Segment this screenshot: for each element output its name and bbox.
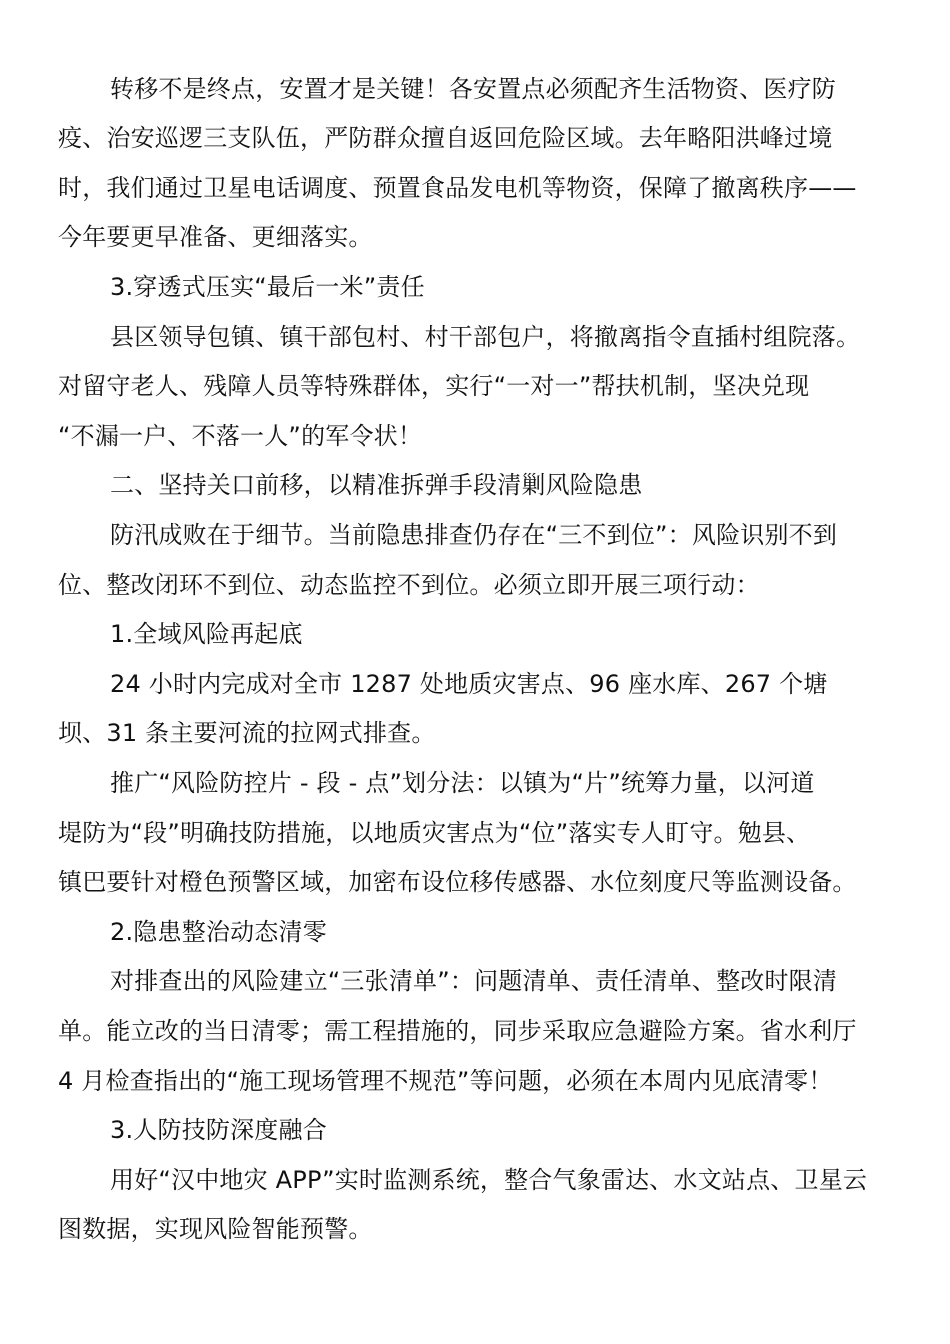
chapter-heading: 二、坚持关口前移，以精准拆弹手段清剿风险隐患 — [110, 471, 643, 499]
paragraph-line: 疫、治安巡逻三支队伍，严防群众擅自返回危险区域。去年略阳洪峰过境 — [58, 124, 833, 152]
paragraph-line: 用好“汉中地灾 APP”实时监测系统，整合气象雷达、水文站点、卫星云 — [110, 1166, 868, 1194]
section-heading: 3.人防技防深度融合 — [110, 1116, 327, 1144]
paragraph-line: 县区领导包镇、镇干部包村、村干部包户，将撤离指令直插村组院落。 — [110, 323, 861, 351]
paragraph-line: 4 月检查指出的“施工现场管理不规范”等问题，必须在本周内见底清零！ — [58, 1067, 833, 1095]
section-heading: 2.隐患整治动态清零 — [110, 918, 327, 946]
section-heading: 1.全域风险再起底 — [110, 620, 303, 648]
paragraph-line: 位、整改闭环不到位、动态监控不到位。必须立即开展三项行动： — [58, 571, 760, 599]
paragraph-line: “不漏一户、不落一人”的军令状！ — [58, 422, 423, 450]
paragraph-line: 对留守老人、残障人员等特殊群体，实行“一对一”帮扶机制，坚决兑现 — [58, 372, 810, 400]
paragraph-line: 单。能立改的当日清零；需工程措施的，同步采取应急避险方案。省水利厅 — [58, 1017, 857, 1045]
paragraph-line: 坝、31 条主要河流的拉网式排查。 — [58, 719, 436, 747]
section-heading: 3.穿透式压实“最后一米”责任 — [110, 273, 425, 301]
paragraph-line: 转移不是终点，安置才是关键！各安置点必须配齐生活物资、医疗防 — [110, 75, 836, 103]
paragraph-line: 24 小时内完成对全市 1287 处地质灾害点、96 座水库、267 个塘 — [110, 670, 828, 698]
paragraph-line: 堤防为“段”明确技防措施，以地质灾害点为“位”落实专人盯守。勉县、 — [58, 819, 811, 847]
paragraph-line: 时，我们通过卫星电话调度、预置食品发电机等物资，保障了撤离秩序—— — [58, 174, 857, 202]
paragraph-line: 镇巴要针对橙色预警区域，加密布设位移传感器、水位刻度尺等监测设备。 — [58, 868, 857, 896]
paragraph-line: 推广“风险防控片 - 段 - 点”划分法：以镇为“片”统筹力量，以河道 — [110, 769, 815, 797]
paragraph-line: 对排查出的风险建立“三张清单”：问题清单、责任清单、整改时限清 — [110, 967, 838, 995]
paragraph-line: 图数据，实现风险智能预警。 — [58, 1215, 373, 1243]
paragraph-line: 今年要更早准备、更细落实。 — [58, 223, 373, 251]
paragraph-line: 防汛成败在于细节。当前隐患排查仍存在“三不到位”：风险识别不到 — [110, 521, 838, 549]
